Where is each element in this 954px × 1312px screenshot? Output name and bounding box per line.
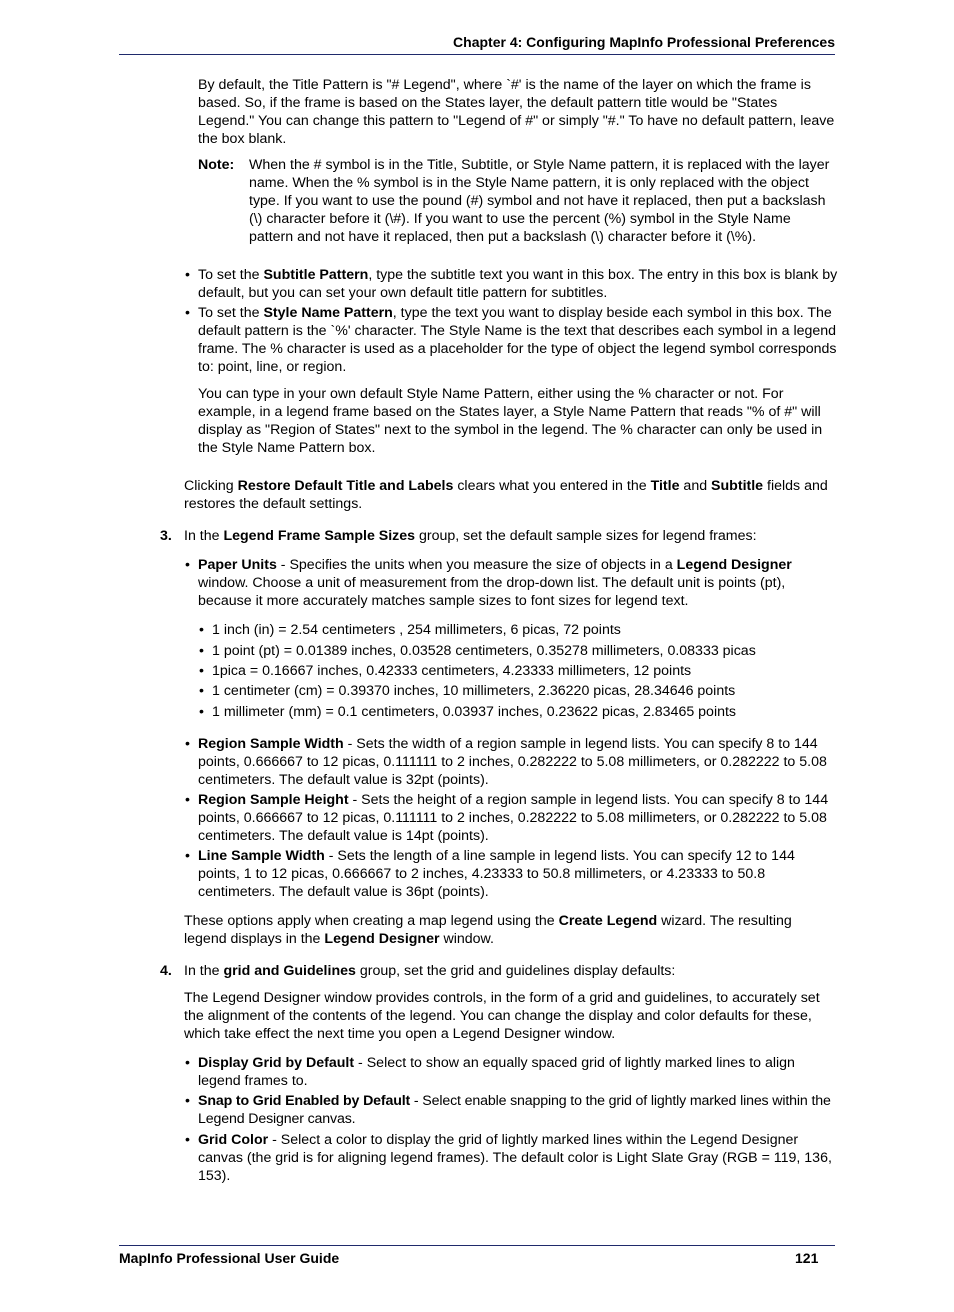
- bullet-marker: •: [185, 792, 190, 808]
- note-label: Note:: [198, 157, 235, 173]
- bullet-marker: •: [199, 663, 204, 679]
- bullet-marker: •: [185, 1055, 190, 1071]
- chapter-header: Chapter 4: Configuring MapInfo Professional Preferences: [453, 34, 835, 50]
- footer-rule: [119, 1245, 835, 1246]
- unit-conversion-item: 1 millimeter (mm) = 0.1 centimeters, 0.03937 inches, 0.23622 picas, 2.83465 points: [212, 704, 737, 720]
- step-number: 3.: [160, 528, 172, 544]
- bullet-marker: •: [185, 848, 190, 864]
- legend-designer-paragraph: The Legend Designer window provides controls, in the form of a grid and guidelines, to accurately set the alignment of the contents of the legend. You can change the display and color defaults for these, which take effect the next time you open a Legend Designer window.: [184, 990, 820, 1042]
- page-number: 121: [795, 1250, 819, 1266]
- step-number: 4.: [160, 963, 172, 979]
- bullet-marker: •: [199, 704, 204, 720]
- line-sample-width-item: Line Sample Width - Sets the length of a line sample in legend lists. You can specify 12 to 144 points, 1 to 12 picas, 0.666667 to 2 inches, 4.23333 to 50.8 millimeters, or 4.23333 to 50.8 centimeters. The default value is 36pt (points).: [198, 848, 795, 900]
- region-sample-width-item: Region Sample Width - Sets the width of a region sample in legend lists. You can specify 8 to 144 points, 0.666667 to 12 picas, 0.111111 to 2 inches, 0.282222 to 5.08 millimeters, or 0.282222 to 5.08 centimeters. The default value is 32pt (points).: [198, 736, 827, 788]
- restore-defaults-paragraph: Clicking Restore Default Title and Labels clears what you entered in the Title and Subtitle fields and restores the default settings.: [184, 478, 828, 512]
- paper-units-item: Paper Units - Specifies the units when you measure the size of objects in a Legend Designer window. Choose a unit of measurement from the drop-down list. The default unit is points (pt), because it more accurately matches sample sizes to font sizes for legend text.: [198, 557, 792, 609]
- header-rule: [119, 54, 835, 55]
- unit-conversion-item: 1 point (pt) = 0.01389 inches, 0.03528 centimeters, 0.35278 millimeters, 0.08333 picas: [212, 643, 756, 659]
- title-pattern-paragraph: By default, the Title Pattern is "# Legend", where `#' is the name of the layer on which the frame is based. So, if the frame is based on the States layer, the default pattern title would be "States Legend." You can change this pattern to "Legend of #" or simply "#." To have no default pattern, leave the box blank.: [198, 77, 835, 147]
- region-sample-height-item: Region Sample Height - Sets the height of a region sample in legend lists. You can specify 8 to 144 points, 0.666667 to 12 picas, 0.111111 to 2 inches, 0.282222 to 5.08 millimeters, or 0.282222 to 5.08 centimeters. The default value is 14pt (points).: [198, 792, 829, 844]
- style-name-pattern-item: To set the Style Name Pattern, type the text you want to display beside each symbol in this box. The default pattern is the `%' character. The Style Name is the text that describes each symbol in a legend frame. The % character is used as a placeholder for the type of object the legend symbol corresponds to: point, line, or region.: [198, 305, 837, 375]
- bullet-marker: •: [185, 267, 190, 283]
- step-3-text: In the Legend Frame Sample Sizes group, set the default sample sizes for legend frames:: [184, 528, 757, 544]
- snap-to-grid-item: Snap to Grid Enabled by Default - Select enable snapping to the grid of lightly marked lines within the Legend Designer canvas.: [198, 1093, 831, 1127]
- options-paragraph: These options apply when creating a map legend using the Create Legend wizard. The resulting legend displays in the Legend Designer window.: [184, 913, 792, 947]
- bullet-marker: •: [185, 736, 190, 752]
- bullet-marker: •: [185, 305, 190, 321]
- note-text: When the # symbol is in the Title, Subtitle, or Style Name pattern, it is replaced with the layer name. When the % symbol is in the Style Name pattern, it is only replaced with the object type. If you want to use the pound (#) symbol and not have it replaced, then put a backslash (\) character before it (\#). If you want to use the percent (%) symbol in the Style Name pattern and not have it replaced, then put a backslash (\) character before it (\%).: [249, 157, 830, 245]
- bullet-marker: •: [199, 683, 204, 699]
- bullet-marker: •: [185, 557, 190, 573]
- footer-guide-title: MapInfo Professional User Guide: [119, 1250, 340, 1266]
- style-name-paragraph: You can type in your own default Style Name Pattern, either using the % character or not. For example, in a legend frame based on the States layer, a Style Name Pattern that reads "% of #" will display as "Region of States" next to the symbol in the legend. The % character can only be used in the Style Name Pattern box.: [198, 386, 823, 456]
- step-4-text: In the grid and Guidelines group, set the grid and guidelines display defaults:: [184, 963, 676, 979]
- bullet-marker: •: [185, 1132, 190, 1148]
- bullet-marker: •: [185, 1093, 190, 1109]
- unit-conversion-item: 1pica = 0.16667 inches, 0.42333 centimeters, 4.23333 millimeters, 12 points: [212, 663, 692, 679]
- display-grid-item: Display Grid by Default - Select to show an equally spaced grid of lightly marked lines to align legend frames to.: [198, 1055, 795, 1089]
- unit-conversion-item: 1 inch (in) = 2.54 centimeters , 254 millimeters, 6 picas, 72 points: [212, 622, 621, 638]
- bullet-marker: •: [199, 643, 204, 659]
- bullet-marker: •: [199, 622, 204, 638]
- unit-conversion-item: 1 centimeter (cm) = 0.39370 inches, 10 millimeters, 2.36220 picas, 28.34646 points: [212, 683, 736, 699]
- subtitle-pattern-item: To set the Subtitle Pattern, type the subtitle text you want in this box. The entry in this box is blank by default, but you can set your own default title pattern for subtitles.: [198, 267, 838, 301]
- grid-color-item: Grid Color - Select a color to display the grid of lightly marked lines within the Legend Designer canvas (the grid is for aligning legend frames). The default color is Light Slate Gray (RGB = 119, 136, 153).: [198, 1132, 832, 1184]
